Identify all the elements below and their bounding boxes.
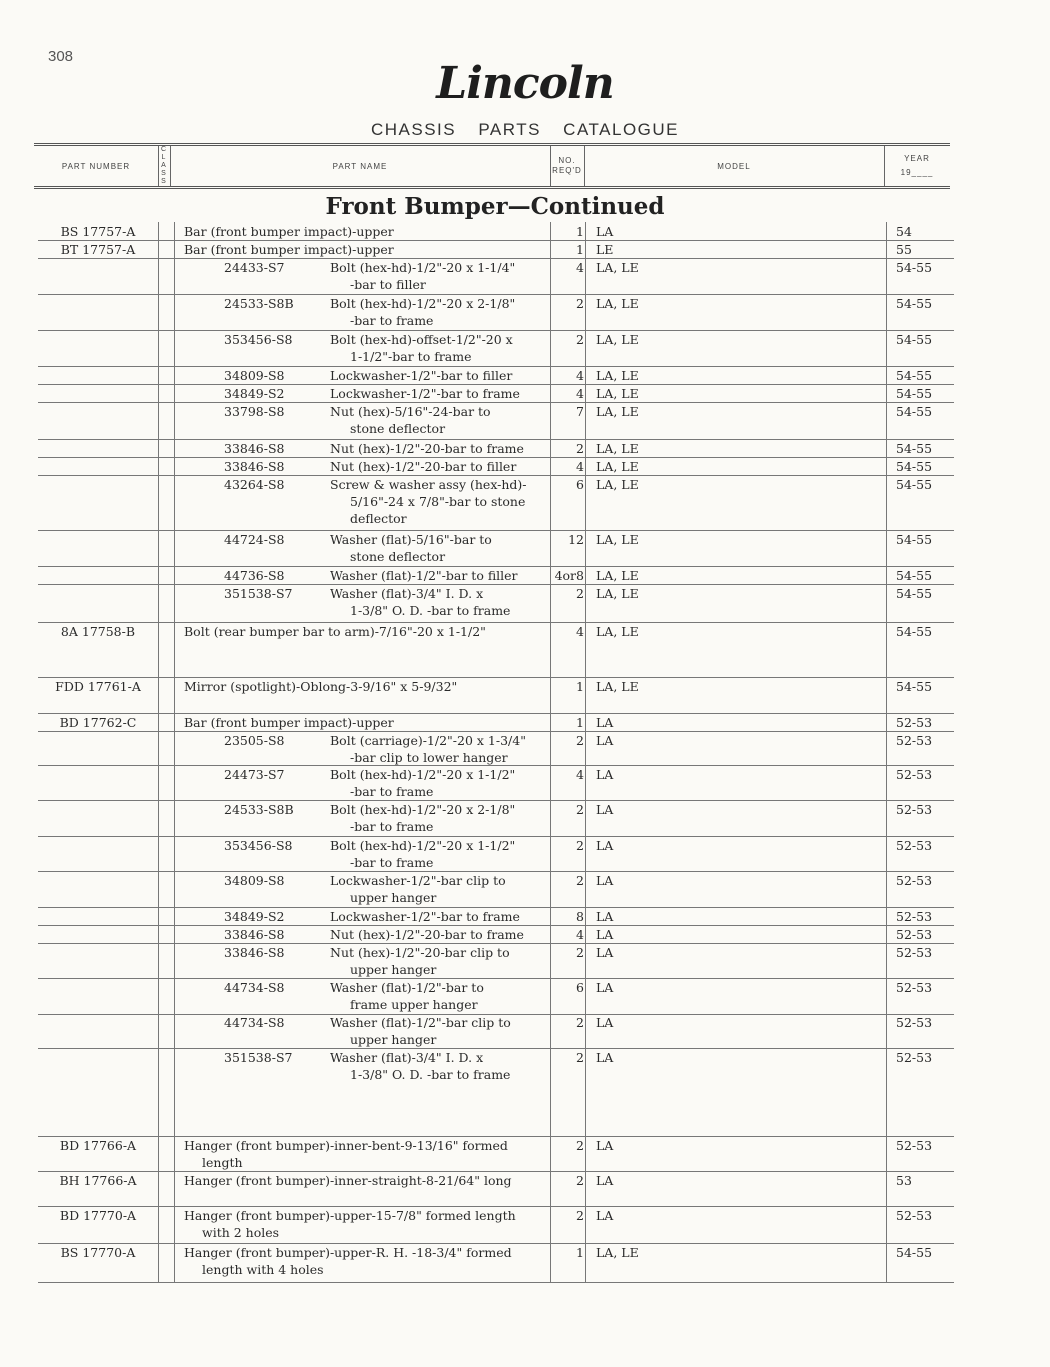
qty-required: 4 <box>576 260 584 275</box>
header-class: C L A S S <box>160 146 168 185</box>
model: LA <box>596 1050 614 1065</box>
sub-part-number: 33846-S8 <box>224 441 285 456</box>
year: 52-53 <box>896 1015 933 1030</box>
qty-required: 2 <box>576 838 584 853</box>
qty-required: 1 <box>576 242 584 257</box>
model: LA <box>596 927 614 942</box>
model: LA, LE <box>596 1245 639 1260</box>
part-name: Washer (flat)-3/4" I. D. x <box>330 1050 484 1065</box>
part-name: Bar (front bumper impact)-upper <box>184 715 394 730</box>
part-name: Hanger (front bumper)-upper-15-7/8" formed length <box>184 1208 516 1223</box>
year: 52-53 <box>896 927 933 942</box>
part-name-cont: -bar to frame <box>350 313 434 328</box>
sub-part-number: 23505-S8 <box>224 733 285 748</box>
part-name: Washer (flat)-1/2"-bar to <box>330 980 484 995</box>
table-row <box>38 713 954 732</box>
sub-part-number: 44724-S8 <box>224 532 285 547</box>
table-row <box>38 800 954 837</box>
part-name: Bolt (hex-hd)-1/2"-20 x 2-1/8" <box>330 296 516 311</box>
table-row <box>38 1013 954 1049</box>
model: LA, LE <box>596 568 639 583</box>
model: LE <box>596 242 614 257</box>
year: 52-53 <box>896 802 933 817</box>
year: 54-55 <box>896 332 933 347</box>
model: LA, LE <box>596 586 639 601</box>
qty-required: 4or8 <box>554 568 584 583</box>
sub-part-number: 33846-S8 <box>224 459 285 474</box>
part-number: BD 17766-A <box>59 1138 137 1153</box>
part-name: Bar (front bumper impact)-upper <box>184 242 394 257</box>
qty-required: 2 <box>576 1208 584 1223</box>
qty-required: 4 <box>576 368 584 383</box>
part-name: Hanger (front bumper)-upper-R. H. -18-3/4" formed <box>184 1245 512 1260</box>
header-year: YEAR <box>904 154 930 163</box>
part-name-cont: length with 4 holes <box>202 1262 324 1277</box>
table-row <box>38 907 954 926</box>
table-row <box>38 457 954 476</box>
model: LA, LE <box>596 532 639 547</box>
model: LA, LE <box>596 441 639 456</box>
part-name-cont: length <box>202 1155 243 1170</box>
qty-required: 2 <box>576 296 584 311</box>
qty-required: 7 <box>576 404 584 419</box>
year: 52-53 <box>896 873 933 888</box>
table-row <box>38 1206 954 1244</box>
part-name-cont: stone deflector <box>350 549 446 564</box>
header-model: MODEL <box>717 161 751 171</box>
model: LA <box>596 224 614 239</box>
part-name: Washer (flat)-1/2"-bar to filler <box>330 568 518 583</box>
part-name: Bolt (hex-hd)-offset-1/2"-20 x <box>330 332 513 347</box>
year: 52-53 <box>896 909 933 924</box>
model: LA <box>596 733 614 748</box>
part-number: FDD 17761-A <box>55 679 141 694</box>
part-name-cont: -bar clip to lower hanger <box>350 750 508 765</box>
sub-part-number: 33798-S8 <box>224 404 285 419</box>
parts-table <box>38 222 954 1282</box>
table-row <box>38 402 954 440</box>
part-name: Bolt (carriage)-1/2"-20 x 1-3/4" <box>330 733 526 748</box>
part-name-cont: 1-3/8" O. D. -bar to frame <box>350 603 511 618</box>
year: 52-53 <box>896 1208 933 1223</box>
year: 54-55 <box>896 586 933 601</box>
part-name: Screw & washer assy (hex-hd)- <box>330 477 527 492</box>
model: LA <box>596 945 614 960</box>
model: LA <box>596 1015 614 1030</box>
brand-logo: Lincoln <box>436 58 614 109</box>
part-name-cont: -bar to frame <box>350 855 434 870</box>
sub-part-number: 44734-S8 <box>224 980 285 995</box>
table-row <box>38 384 954 403</box>
qty-required: 2 <box>576 802 584 817</box>
qty-required: 2 <box>576 945 584 960</box>
part-name: Mirror (spotlight)-Oblong-3-9/16" x 5-9/32" <box>184 679 458 694</box>
table-row <box>38 978 954 1015</box>
part-name: Bar (front bumper impact)-upper <box>184 224 394 239</box>
header-part-name: PART NAME <box>332 161 388 171</box>
model: LA <box>596 767 614 782</box>
part-name-cont: 1-3/8" O. D. -bar to frame <box>350 1067 511 1082</box>
sub-part-number: 351538-S7 <box>224 586 293 601</box>
table-row <box>38 622 954 678</box>
page-number: 308 <box>48 48 74 65</box>
table-row <box>38 765 954 801</box>
table-row <box>38 439 954 458</box>
year: 54-55 <box>896 1245 933 1260</box>
year: 52-53 <box>896 715 933 730</box>
table-row <box>38 584 954 623</box>
part-number: 8A 17758-B <box>60 624 136 639</box>
sub-part-number: 24533-S8B <box>224 802 294 817</box>
sub-part-number: 33846-S8 <box>224 927 285 942</box>
model: LA, LE <box>596 679 639 694</box>
qty-required: 4 <box>576 624 584 639</box>
qty-required: 4 <box>576 386 584 401</box>
qty-required: 2 <box>576 1050 584 1065</box>
part-name: Lockwasher-1/2"-bar clip to <box>330 873 506 888</box>
year: 54-55 <box>896 477 933 492</box>
year: 52-53 <box>896 1050 933 1065</box>
column-header <box>34 143 950 189</box>
model: LA, LE <box>596 386 639 401</box>
table-row <box>38 366 954 385</box>
part-name: Nut (hex)-1/2"-20-bar to frame <box>330 927 524 942</box>
year: 54-55 <box>896 624 933 639</box>
part-number: BS 17770-A <box>60 1245 136 1260</box>
qty-required: 4 <box>576 459 584 474</box>
year: 54-55 <box>896 568 933 583</box>
year: 54 <box>896 224 912 239</box>
qty-required: 2 <box>576 1015 584 1030</box>
part-name: Lockwasher-1/2"-bar to filler <box>330 368 513 383</box>
year: 54-55 <box>896 441 933 456</box>
qty-required: 4 <box>576 767 584 782</box>
model: LA, LE <box>596 624 639 639</box>
table-row <box>38 731 954 766</box>
sub-part-number: 34849-S2 <box>224 909 285 924</box>
part-name: Nut (hex)-5/16"-24-bar to <box>330 404 491 419</box>
part-name-cont: with 2 holes <box>202 1225 280 1240</box>
part-name: Nut (hex)-1/2"-20-bar clip to <box>330 945 510 960</box>
part-name-cont: -bar to frame <box>350 784 434 799</box>
model: LA, LE <box>596 477 639 492</box>
model: LA <box>596 909 614 924</box>
part-name-cont: 1-1/2"-bar to frame <box>350 349 472 364</box>
part-name-cont: -bar to filler <box>350 277 426 292</box>
qty-required: 1 <box>576 715 584 730</box>
part-name: Hanger (front bumper)-inner-straight-8-21/64" long <box>184 1173 512 1188</box>
table-row <box>38 475 954 531</box>
qty-required: 2 <box>576 1138 584 1153</box>
table-row <box>38 943 954 979</box>
sub-part-number: 353456-S8 <box>224 838 293 853</box>
table-row <box>38 294 954 331</box>
header-no-reqd: NO. REQ'D <box>552 156 582 175</box>
qty-required: 6 <box>576 477 584 492</box>
table-row <box>38 1048 954 1137</box>
part-name: Bolt (hex-hd)-1/2"-20 x 2-1/8" <box>330 802 516 817</box>
part-name-cont: upper hanger <box>350 1032 437 1047</box>
part-name: Lockwasher-1/2"-bar to frame <box>330 386 520 401</box>
part-number: BD 17762-C <box>59 715 137 730</box>
sub-part-number: 351538-S7 <box>224 1050 293 1065</box>
qty-required: 4 <box>576 927 584 942</box>
part-name: Bolt (rear bumper bar to arm)-7/16"-20 x 1-1/2" <box>184 624 486 639</box>
qty-required: 2 <box>576 873 584 888</box>
qty-required: 2 <box>576 332 584 347</box>
year: 52-53 <box>896 767 933 782</box>
model: LA <box>596 1173 614 1188</box>
year: 54-55 <box>896 368 933 383</box>
table-row <box>38 566 954 585</box>
table-row <box>38 1136 954 1172</box>
model: LA, LE <box>596 404 639 419</box>
part-name-cont: -bar to frame <box>350 819 434 834</box>
table-row <box>38 1171 954 1207</box>
year: 53 <box>896 1173 912 1188</box>
qty-required: 12 <box>568 532 584 547</box>
year: 52-53 <box>896 1138 933 1153</box>
part-number: BT 17757-A <box>60 242 136 257</box>
qty-required: 2 <box>576 441 584 456</box>
model: LA <box>596 1138 614 1153</box>
table-row <box>38 925 954 944</box>
sub-part-number: 24473-S7 <box>224 767 285 782</box>
part-number: BD 17770-A <box>59 1208 137 1223</box>
qty-required: 2 <box>576 1173 584 1188</box>
model: LA, LE <box>596 332 639 347</box>
year: 54-55 <box>896 260 933 275</box>
year: 52-53 <box>896 945 933 960</box>
table-row <box>38 222 954 241</box>
qty-required: 1 <box>576 679 584 694</box>
table-row <box>38 530 954 567</box>
sub-part-number: 44734-S8 <box>224 1015 285 1030</box>
qty-required: 2 <box>576 586 584 601</box>
part-number: BS 17757-A <box>60 224 136 239</box>
model: LA, LE <box>596 368 639 383</box>
sub-part-number: 43264-S8 <box>224 477 285 492</box>
model: LA <box>596 715 614 730</box>
part-name: Bolt (hex-hd)-1/2"-20 x 1-1/2" <box>330 838 516 853</box>
catalogue-subtitle: CHASSIS PARTS CATALOGUE <box>370 120 680 139</box>
table-row <box>38 836 954 872</box>
year: 54-55 <box>896 404 933 419</box>
year: 54-55 <box>896 386 933 401</box>
table-row <box>38 1243 954 1283</box>
table-row <box>38 258 954 295</box>
sub-part-number: 24433-S7 <box>224 260 285 275</box>
model: LA <box>596 980 614 995</box>
part-name: Hanger (front bumper)-inner-bent-9-13/16" formed <box>184 1138 508 1153</box>
qty-required: 1 <box>576 224 584 239</box>
year: 52-53 <box>896 980 933 995</box>
part-name: Bolt (hex-hd)-1/2"-20 x 1-1/4" <box>330 260 516 275</box>
part-name: Washer (flat)-5/16"-bar to <box>330 532 492 547</box>
part-name-cont: frame upper hanger <box>350 997 478 1012</box>
sub-part-number: 44736-S8 <box>224 568 285 583</box>
model: LA, LE <box>596 260 639 275</box>
model: LA <box>596 873 614 888</box>
model: LA, LE <box>596 296 639 311</box>
sub-part-number: 34849-S2 <box>224 386 285 401</box>
model: LA <box>596 1208 614 1223</box>
part-name: Lockwasher-1/2"-bar to frame <box>330 909 520 924</box>
qty-required: 2 <box>576 733 584 748</box>
year: 52-53 <box>896 838 933 853</box>
part-name-cont: upper hanger <box>350 962 437 977</box>
sub-part-number: 33846-S8 <box>224 945 285 960</box>
table-row <box>38 677 954 714</box>
part-name: Nut (hex)-1/2"-20-bar to frame <box>330 441 524 456</box>
year: 54-55 <box>896 296 933 311</box>
part-name-cont: upper hanger <box>350 890 437 905</box>
year: 52-53 <box>896 733 933 748</box>
part-name: Bolt (hex-hd)-1/2"-20 x 1-1/2" <box>330 767 516 782</box>
year: 54-55 <box>896 679 933 694</box>
part-name-cont: 5/16"-24 x 7/8"-bar to stone <box>350 494 526 509</box>
model: LA <box>596 838 614 853</box>
sub-part-number: 353456-S8 <box>224 332 293 347</box>
year: 55 <box>896 242 912 257</box>
model: LA, LE <box>596 459 639 474</box>
header-part-number: PART NUMBER <box>61 161 131 171</box>
part-number: BH 17766-A <box>59 1173 137 1188</box>
part-name-cont: deflector <box>350 511 407 526</box>
table-row <box>38 871 954 908</box>
part-name: Washer (flat)-1/2"-bar clip to <box>330 1015 511 1030</box>
qty-required: 6 <box>576 980 584 995</box>
qty-required: 1 <box>576 1245 584 1260</box>
part-name: Washer (flat)-3/4" I. D. x <box>330 586 484 601</box>
qty-required: 8 <box>576 909 584 924</box>
model: LA <box>596 802 614 817</box>
year: 54-55 <box>896 532 933 547</box>
section-title: Front Bumper—Continued <box>325 193 665 220</box>
year: 54-55 <box>896 459 933 474</box>
sub-part-number: 34809-S8 <box>224 873 285 888</box>
header-year-prefix: 19____ <box>900 168 934 177</box>
part-name-cont: stone deflector <box>350 421 446 436</box>
table-row <box>38 240 954 259</box>
sub-part-number: 34809-S8 <box>224 368 285 383</box>
table-row <box>38 330 954 367</box>
sub-part-number: 24533-S8B <box>224 296 294 311</box>
part-name: Nut (hex)-1/2"-20-bar to filler <box>330 459 517 474</box>
